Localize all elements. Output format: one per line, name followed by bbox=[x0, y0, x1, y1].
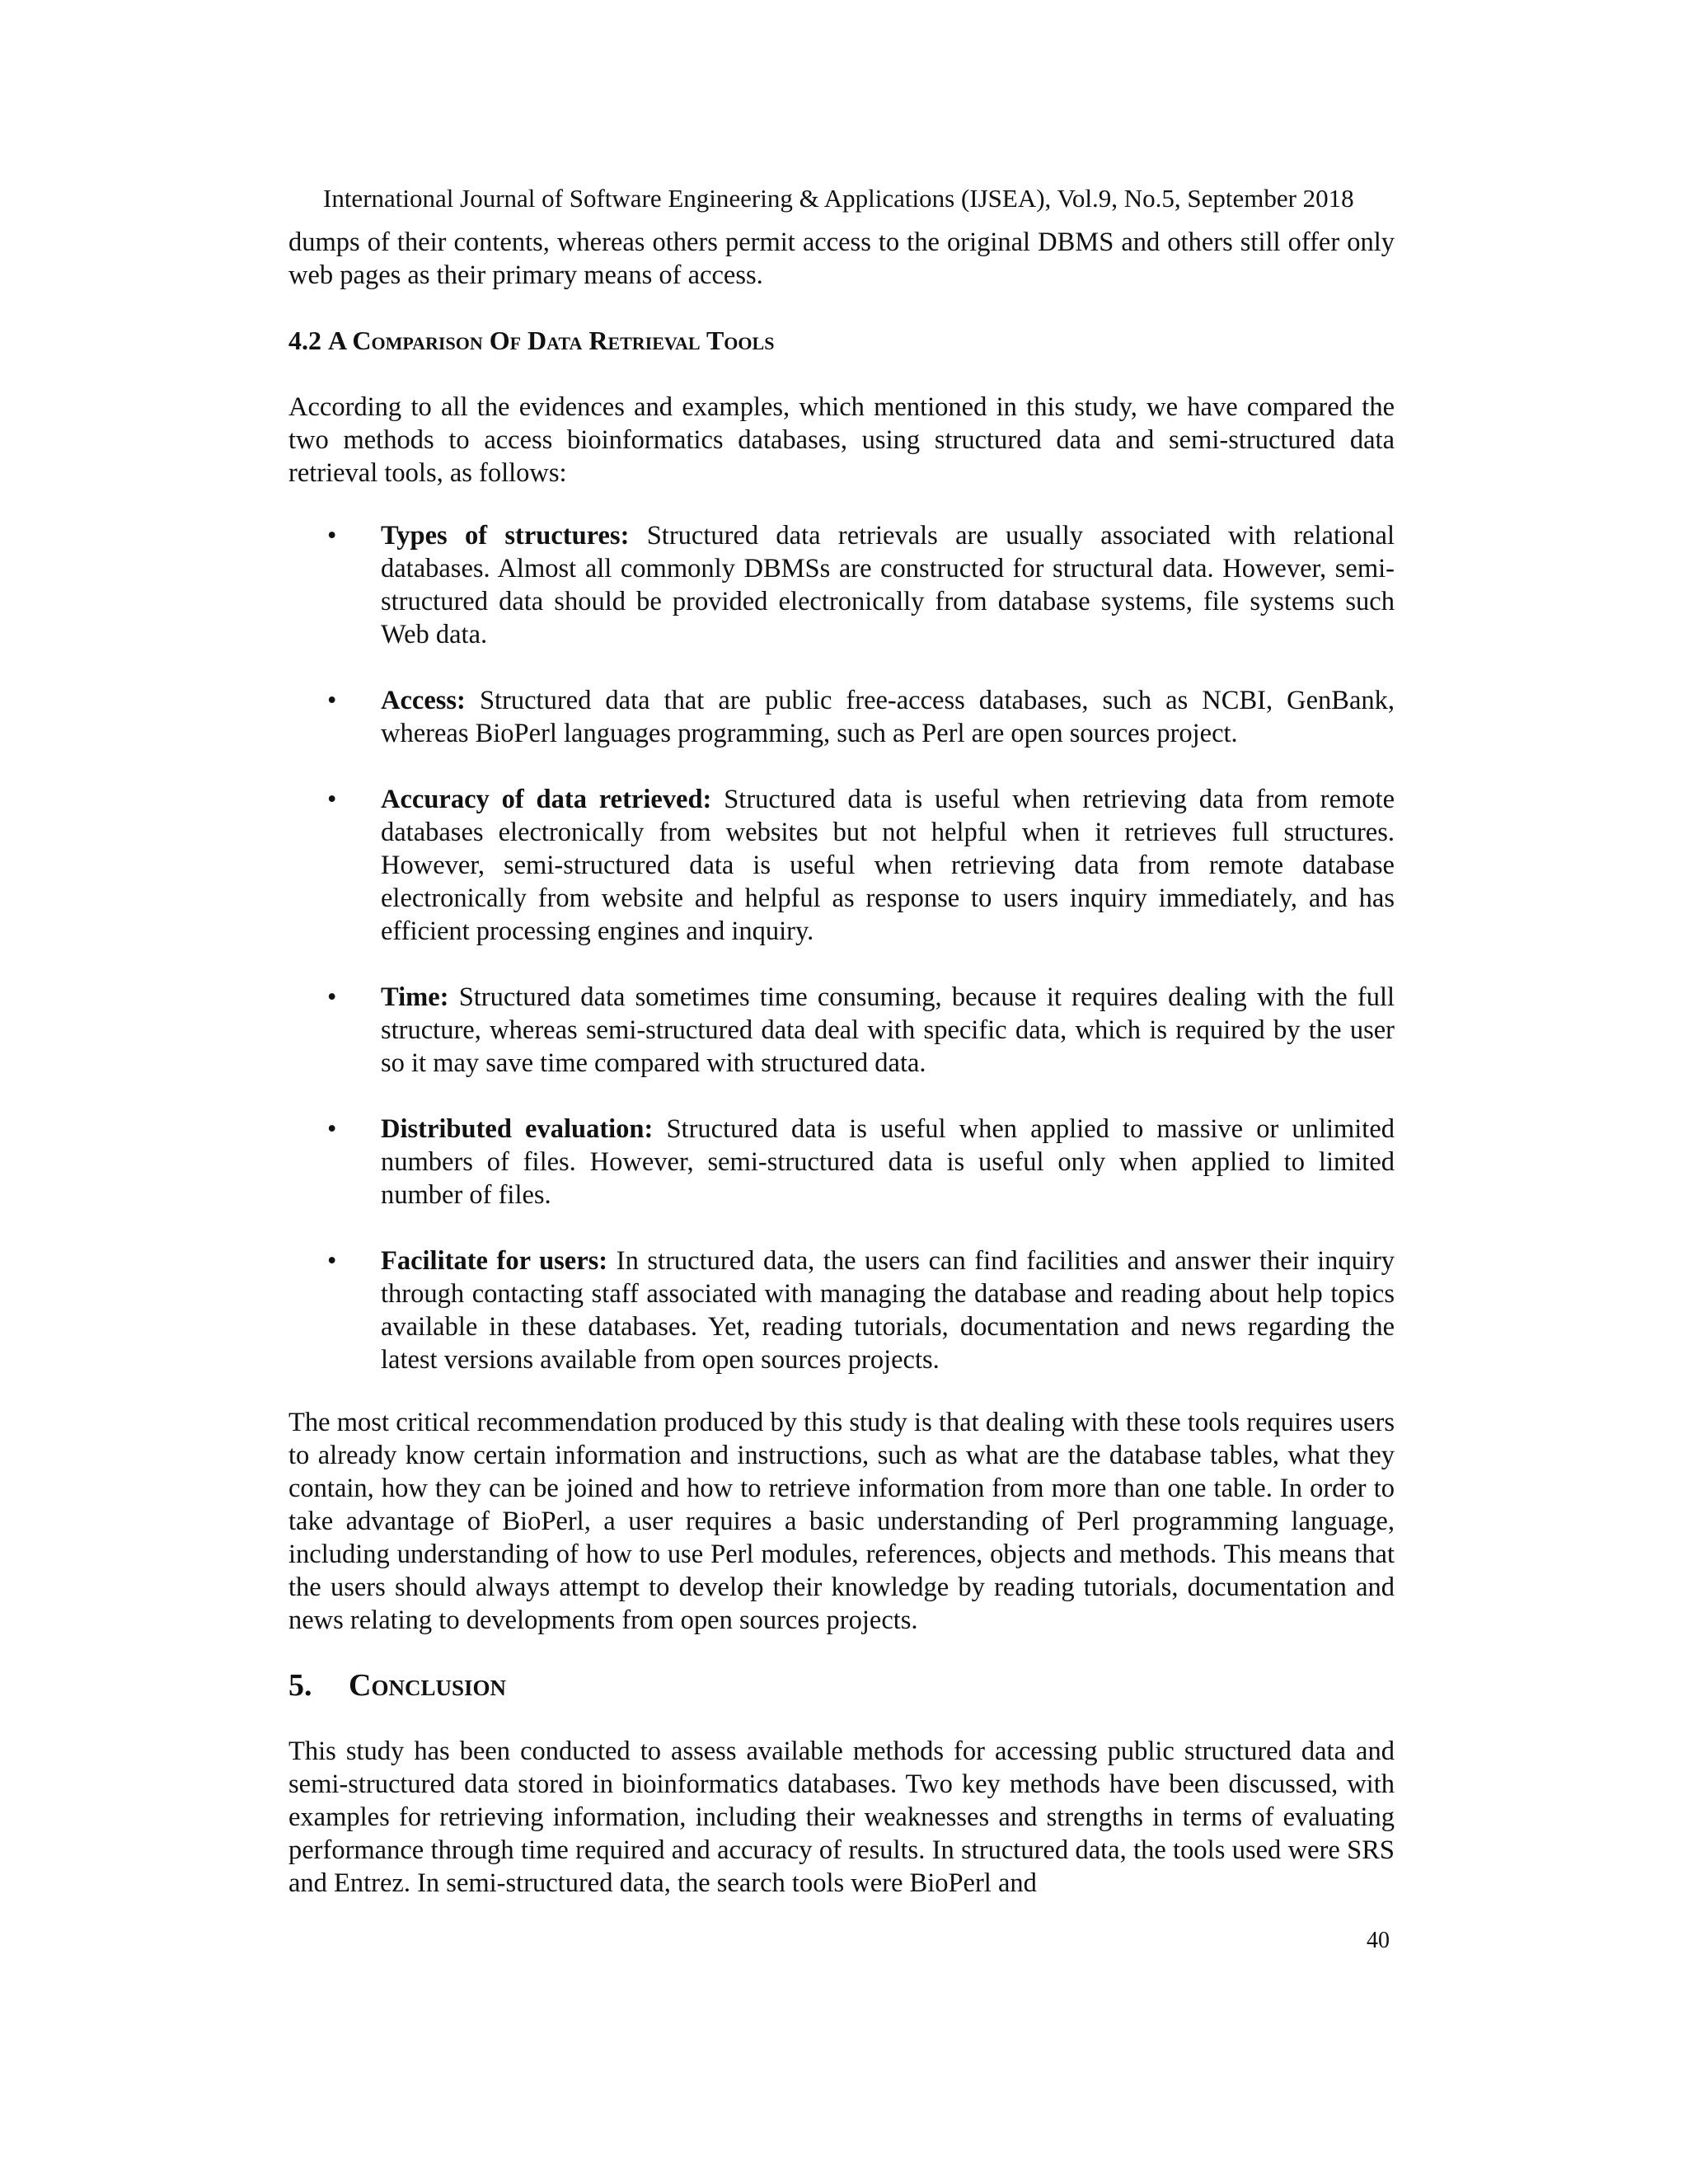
conclusion-paragraph: This study has been conducted to assess available methods for accessing public structured data and semi-structured data stored in bioinformatics databases. Two key methods have been discussed, with examples for retrieving information, including their weaknesses and strengths in terms of evaluating performance through time required and accuracy of results. In structured data, the tools used were SRS and Entrez. In semi-structured data, the search tools were BioPerl and bbox=[288, 1736, 1395, 1898]
intro-paragraph: dumps of their contents, whereas others permit access to the original DBMS and others still offer only web pages as their primary means of access. bbox=[288, 227, 1395, 290]
bullet-time bbox=[288, 981, 1395, 1080]
bullet-access bbox=[288, 684, 1395, 750]
page-number: 40 bbox=[1367, 1928, 1390, 1953]
bullet-accuracy bbox=[288, 783, 1395, 948]
bullet-distributed-evaluation bbox=[288, 1113, 1395, 1212]
bullet-term: Accuracy of data retrieved: bbox=[381, 785, 712, 814]
bullet-dot: • bbox=[327, 1246, 337, 1276]
bullet-text: Structured data that are public free-access databases, such as NCBI, GenBank, whereas BioPerl languages programming, such as Perl are open sources project. bbox=[381, 686, 1395, 748]
bullet-dot: • bbox=[327, 982, 337, 1012]
bullet-dot: • bbox=[327, 1114, 337, 1144]
section-5-heading bbox=[288, 1666, 506, 1704]
bullet-facilitate-for-users bbox=[288, 1244, 1395, 1376]
bullet-text: Structured data retrievals are usually associated with relational databases. Almost all commonly DBMSs are constructed for structural data. However, semi-structured data should be provided electronically from database systems, file systems such Web data. bbox=[381, 521, 1395, 649]
comparison-intro-paragraph: According to all the evidences and examples, which mentioned in this study, we have compared the two methods to access bioinformatics databases, using structured data and semi-structured data retrieval tools, as follows: bbox=[288, 392, 1395, 488]
bullet-types-of-structures bbox=[288, 519, 1395, 651]
bullet-term: Distributed evaluation: bbox=[381, 1114, 654, 1144]
bullet-dot: • bbox=[327, 686, 337, 715]
section-title: Conclusion bbox=[349, 1668, 506, 1703]
bullet-term: Types of structures: bbox=[381, 521, 630, 551]
bullet-term: Time: bbox=[381, 982, 449, 1012]
running-header: International Journal of Software Engineering & Applications (IJSEA), Vol.9, No.5, September 2018 bbox=[323, 184, 1354, 213]
bullet-text: Structured data is useful when retrieving data from remote databases electronically from websites but not helpful when it retrieves full structures. However, semi-structured data is useful when retrieving data from remote database electronically from website and helpful as response to users inquiry immediately, and has efficient processing engines and inquiry. bbox=[381, 785, 1395, 946]
section-title: A Comparison Of Data Retrieval Tools bbox=[328, 326, 775, 355]
bullet-text: Structured data is useful when applied to massive or unlimited numbers of files. However, semi-structured data is useful only when applied to limited number of files. bbox=[381, 1114, 1395, 1210]
bullet-text: In structured data, the users can find facilities and answer their inquiry through contacting staff associated with managing the database and reading about help topics available in these databases. Yet, reading tutorials, documentation and news regarding the latest versions available from open sources projects. bbox=[381, 1246, 1395, 1375]
bullet-term: Access: bbox=[381, 686, 466, 715]
section-number: 4.2 bbox=[288, 326, 328, 355]
section-4-2-heading bbox=[288, 324, 774, 357]
bullet-dot: • bbox=[327, 785, 337, 814]
recommendation-paragraph: The most critical recommendation produced by this study is that dealing with these tools requires users to already know certain information and instructions, such as what are the database tables, what they contain, how they can be joined and how to retrieve information from more than one table. In order to take advantage of BioPerl, a user requires a basic understanding of Perl programming language, including understanding of how to use Perl modules, references, objects and methods. This means that the users should always attempt to develop their knowledge by reading tutorials, documentation and news relating to developments from open sources projects. bbox=[288, 1408, 1395, 1635]
comparison-bullet-list bbox=[288, 519, 1395, 1409]
bullet-dot: • bbox=[327, 521, 337, 551]
bullet-term: Facilitate for users: bbox=[381, 1246, 608, 1276]
section-number: 5. bbox=[288, 1668, 312, 1703]
bullet-text: Structured data sometimes time consuming, because it requires dealing with the full structure, whereas semi-structured data deal with specific data, which is required by the user so it may save time compared with structured data. bbox=[381, 982, 1395, 1078]
